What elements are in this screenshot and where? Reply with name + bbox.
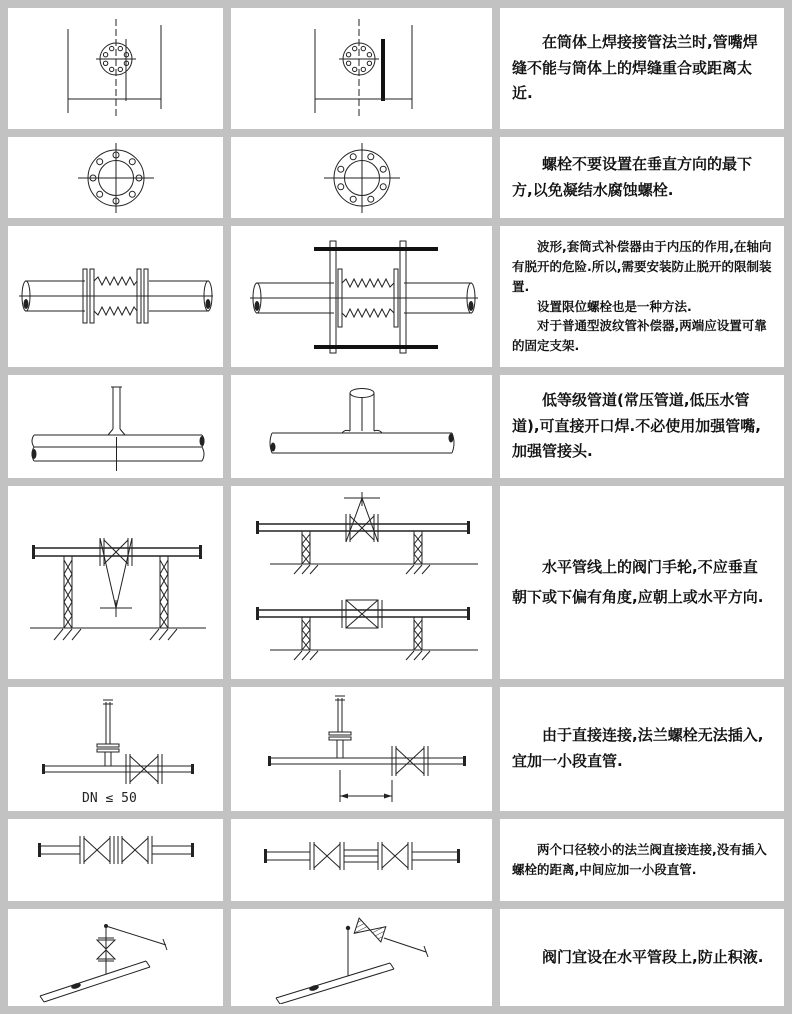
note-paragraph: 螺栓不要设置在垂直方向的最下方,以免凝结水腐蚀螺栓. <box>512 154 753 199</box>
r6-note <box>500 687 784 811</box>
r4-wrong-cell <box>8 375 223 478</box>
r4-note <box>500 375 784 478</box>
r8-wrong-cell <box>8 909 223 1006</box>
r3-right-cell <box>231 226 492 367</box>
r5-wrong-cell <box>8 486 223 679</box>
handwheel-up-horizontal-diagram <box>240 490 484 676</box>
handwheel-down-diagram <box>16 490 216 676</box>
direct-opening-weld-diagram <box>252 379 472 475</box>
valve-on-riser-diagram <box>16 912 216 1004</box>
valve-on-horizontal-diagram <box>240 912 484 1004</box>
r8-right-cell <box>231 909 492 1006</box>
r5-right-cell <box>231 486 492 679</box>
r7-note <box>500 819 784 901</box>
r8-note <box>500 909 784 1006</box>
r7-right-cell <box>231 819 492 901</box>
tee-valve-direct-diagram <box>16 690 216 808</box>
note-paragraph: 由于直接连接,法兰螺栓无法插入,宜加一小段直管. <box>512 726 764 770</box>
note-paragraph: 在筒体上焊接接管法兰时,管嘴焊缝不能与筒体上的焊缝重合或距离太近. <box>512 32 758 103</box>
tee-valve-min-gap-diagram <box>240 690 484 808</box>
flange-face-bolts-straddle-diagram <box>302 139 422 217</box>
note-paragraph: 两个口径较小的法兰阀直接连接,没有插入螺栓的距离,中间应加一小段直管. <box>512 842 767 877</box>
r4-right-cell <box>231 375 492 478</box>
r3-wrong-cell <box>8 226 223 367</box>
dn50-label: DN ≤ 50 <box>81 791 137 806</box>
r2-right-cell <box>231 137 492 218</box>
valves-back-to-back-diagram <box>16 822 216 898</box>
r2-note <box>500 137 784 218</box>
r6-wrong-cell <box>8 687 223 811</box>
note-paragraph: 波形,套筒式补偿器由于内压的作用,在轴向有脱开的危险.所以,需要安装防止脱开的限制装置. <box>512 239 772 294</box>
flange-face-bolt-bottom-diagram <box>56 139 176 217</box>
r7-wrong-cell <box>8 819 223 901</box>
reinforced-nozzle-diagram <box>16 379 216 475</box>
bellows-with-limit-rods-diagram <box>242 229 482 365</box>
note-paragraph: 阀门宜设在水平管段上,防止积液. <box>542 947 764 966</box>
note-paragraph: 对于普通型波纹管补偿器,两端应设置可靠的固定支架. <box>512 318 767 353</box>
note-paragraph: 低等级管道(常压管道,低压水管道),可直接开口焊.不必使用加强管嘴,加强管接头. <box>512 390 761 461</box>
r5-note <box>500 486 784 679</box>
r1-note <box>500 8 784 129</box>
note-paragraph: 水平管线上的阀门手轮,不应垂直朝下或下偏有角度,应朝上或水平方向. <box>512 558 764 606</box>
r6-right-cell <box>231 687 492 811</box>
r1-wrong-cell <box>8 8 223 129</box>
flange-weld-overlap-diagram <box>16 13 216 125</box>
note-paragraph: 设置限位螺栓也是一种方法. <box>537 298 692 314</box>
r2-wrong-cell <box>8 137 223 218</box>
bellows-no-restraint-diagram <box>13 231 218 363</box>
r3-note <box>500 226 784 367</box>
flange-weld-offset-diagram <box>247 13 477 125</box>
r1-right-cell <box>231 8 492 129</box>
valves-with-spool-diagram <box>240 822 484 898</box>
